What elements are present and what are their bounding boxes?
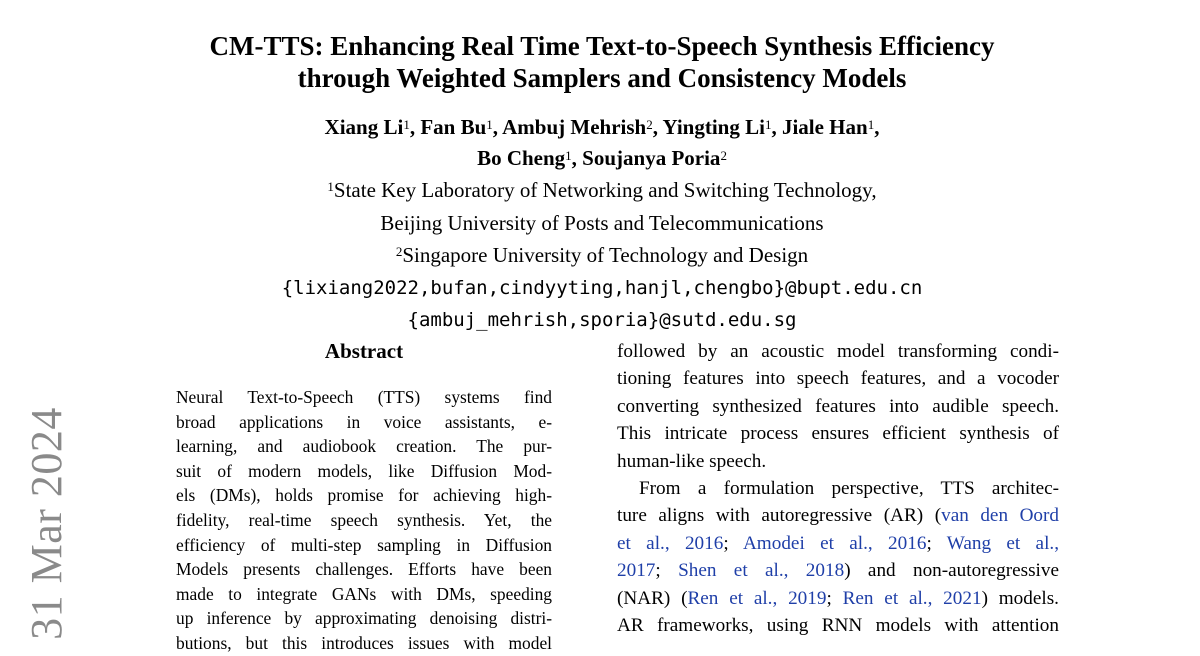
body-line	[617, 502, 1059, 529]
author-sep: ,	[874, 115, 880, 139]
affiliation-1-line-1	[150, 174, 1054, 207]
citation-link[interactable]: van den Oord	[941, 505, 1060, 527]
author-sep: ,	[409, 115, 421, 139]
abstract-line: made to integrate GANs with DMs, speeding	[176, 583, 552, 604]
author-name: Yingting Li	[662, 115, 765, 139]
abstract-body	[176, 385, 552, 656]
abstract-line: broad applications in voice assistants, e-	[176, 411, 552, 432]
author-affil-mark: 1	[486, 117, 493, 132]
body-text: ture aligns with autoregressive (AR) (	[617, 505, 942, 527]
body-line	[617, 530, 1059, 557]
body-text: ) models.	[981, 587, 1059, 609]
email-line-1: {lixiang2022,bufan,cindyyting,hanjl,chengbo}@bupt.edu.cn	[281, 277, 923, 299]
abstract-line: learning, and audiobook creation. The pur-	[176, 436, 552, 457]
author-affil-mark: 2	[720, 148, 727, 163]
abstract-line: butions, but this introduces issues with model	[176, 632, 552, 653]
affiliation-text: State Key Laboratory of Networking and Switching Technology,	[333, 178, 877, 202]
citation-sep: ;	[723, 532, 743, 554]
author-affil-mark: 2	[646, 117, 653, 132]
abstract-line: els (DMs), holds promise for achieving high-	[176, 485, 552, 506]
author-sep: ,	[492, 115, 503, 139]
citation-sep: ;	[826, 587, 843, 609]
author-affil-mark: 1	[403, 117, 410, 132]
title-line-2: through Weighted Samplers and Consistency Models	[297, 63, 907, 93]
affiliation-2	[150, 239, 1054, 272]
body-text: ) and non-autoregressive	[844, 560, 1059, 582]
affil-mark: 2	[395, 244, 403, 259]
body-line: This intricate process ensures efficient synthesis of	[617, 423, 1059, 445]
citation-link[interactable]: Amodei et al., 2016	[742, 532, 927, 554]
author-list	[150, 112, 1054, 174]
abstract-line: up inference by approximating denoising distri-	[176, 608, 552, 629]
email-line-2: {ambuj_mehrish,sporia}@sutd.edu.sg	[407, 309, 797, 331]
body-line: From a formulation perspective, TTS architec-	[639, 477, 1059, 499]
abstract-line: Neural Text-to-Speech (TTS) systems find	[176, 387, 552, 407]
body-text: (NAR) (	[617, 587, 688, 609]
citation-link[interactable]: 2017	[617, 560, 656, 582]
author-affil-mark: 1	[565, 148, 572, 163]
citation-link[interactable]: Wang et al.,	[946, 532, 1059, 554]
author-emails	[150, 272, 1054, 336]
author-name: Ambuj Mehrish	[502, 115, 647, 139]
arxiv-date-text: 31 Mar 2024	[21, 406, 71, 640]
affil-mark: 1	[327, 179, 334, 194]
citation-sep: ;	[926, 532, 947, 554]
body-line	[617, 585, 1059, 612]
author-name: Xiang Li	[324, 115, 404, 139]
author-sep: ,	[652, 115, 663, 139]
body-line: AR frameworks, using RNN models with attention	[617, 614, 1059, 636]
author-name: Bo Cheng	[477, 146, 566, 170]
citation-sep: ;	[655, 560, 679, 582]
body-line: followed by an acoustic model transforming condi-	[617, 341, 1059, 362]
body-line: human-like speech.	[617, 450, 767, 472]
body-line: converting synthesized features into audible speech.	[617, 395, 1059, 417]
author-line-2	[150, 143, 1054, 174]
author-affil-mark: 1	[764, 117, 772, 132]
arxiv-date-stamp	[21, 406, 71, 640]
abstract-line: suit of modern models, like Diffusion Mod-	[176, 460, 552, 481]
citation-link[interactable]: Shen et al., 2018	[678, 560, 845, 582]
author-sep: ,	[571, 146, 583, 170]
citation-link[interactable]: Ren et al., 2021	[842, 587, 982, 609]
abstract-line: Models presents challenges. Efforts have been	[176, 559, 552, 580]
paper-title	[150, 30, 1054, 94]
abstract-line: efficiency of multi-step sampling in Diffusion	[176, 534, 552, 555]
author-name: Fan Bu	[420, 115, 487, 139]
author-affil-mark: 1	[867, 117, 875, 132]
author-line-1	[150, 112, 1054, 143]
author-name: Soujanya Poria	[582, 146, 721, 170]
author-name: Jiale Han	[781, 115, 868, 139]
citation-link[interactable]: et al., 2016	[617, 532, 724, 554]
body-line: tioning features into speech features, and a vocoder	[617, 368, 1059, 390]
body-line	[617, 557, 1059, 584]
affiliations	[150, 174, 1054, 272]
intro-body	[617, 338, 1059, 639]
abstract-line: fidelity, real-time speech synthesis. Yet, the	[176, 509, 552, 530]
citation-link[interactable]: Ren et al., 2019	[687, 587, 827, 609]
title-line-1: CM-TTS: Enhancing Real Time Text-to-Speech Synthesis Efficiency	[209, 31, 995, 61]
affiliation-text: Singapore University of Technology and Design	[402, 243, 809, 267]
affiliation-1-line-2: Beijing University of Posts and Telecommunications	[380, 210, 824, 235]
author-sep: ,	[771, 115, 782, 139]
abstract-heading: Abstract	[324, 339, 404, 363]
